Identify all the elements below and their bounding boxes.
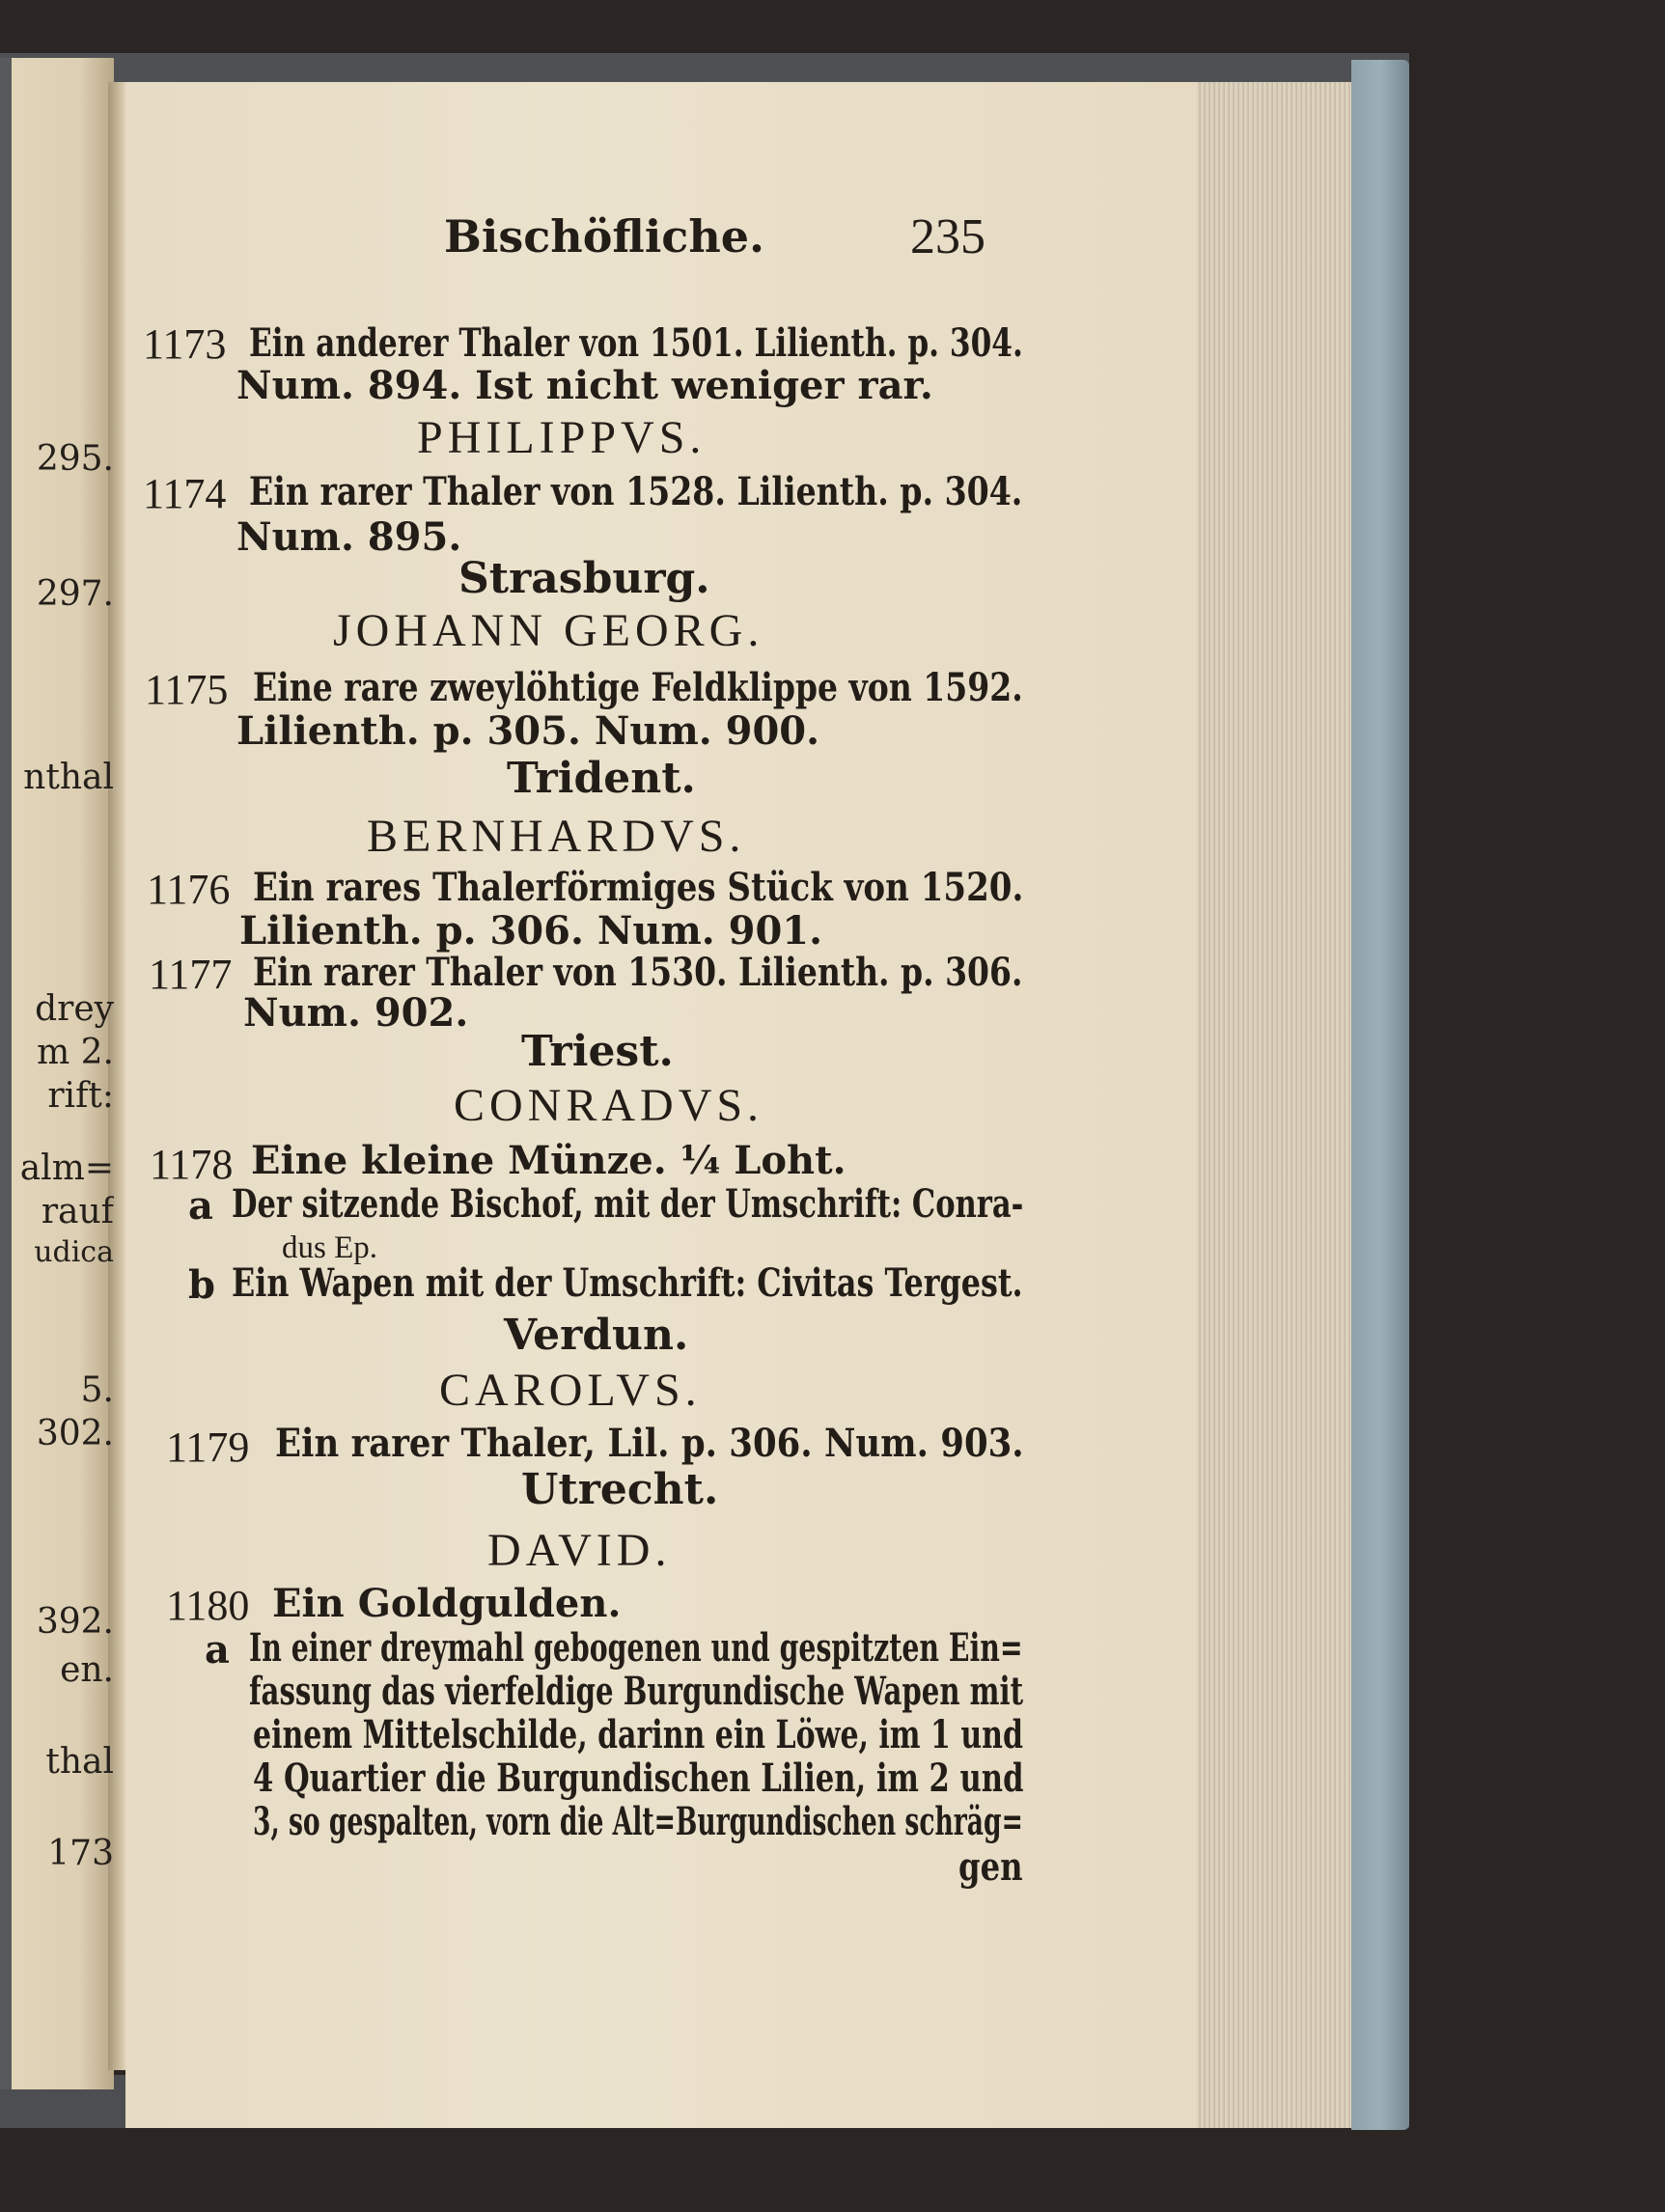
left-page	[0, 58, 114, 2089]
city-heading: Trident.	[507, 754, 696, 803]
entry-text: dus Ep.	[282, 1230, 377, 1265]
left-margin-fragment: nthal	[23, 758, 114, 797]
entry-text: einem Mittelschilde, darinn ein Löwe, im 1 und	[253, 1712, 1023, 1757]
book-cover-right	[1351, 60, 1409, 2130]
left-margin-fragment: thal	[45, 1742, 114, 1782]
left-margin-fragment: alm=	[19, 1148, 114, 1188]
entry-text: fassung das vierfeldige Burgundische Wapen mit	[249, 1669, 1024, 1714]
city-heading: Strasburg.	[458, 554, 710, 603]
entry-number: 1177	[149, 951, 233, 998]
left-margin-fragment: udica	[34, 1235, 114, 1269]
entry-text: Ein anderer Thaler von 1501. Lilienth. p. 304.	[249, 320, 1023, 366]
section-heading: BERNHARDVS.	[367, 811, 746, 862]
entry-text: Eine kleine Münze. ¼ Loht.	[251, 1138, 846, 1183]
sub-entry-mark: a	[205, 1627, 230, 1673]
entry-text: Lilienth. p. 306. Num. 901.	[239, 908, 823, 954]
entry-number: 1178	[150, 1141, 234, 1188]
left-margin-fragment: rauf	[41, 1192, 114, 1231]
section-heading: JOHANN GEORG.	[333, 605, 764, 656]
entry-number: 1179	[166, 1424, 250, 1471]
city-heading: Triest.	[521, 1027, 674, 1076]
left-margin-fragment: drey	[35, 989, 114, 1029]
section-heading: DAVID.	[487, 1525, 672, 1576]
entry-text: Num. 895.	[236, 514, 462, 560]
sub-entry-mark: b	[188, 1262, 215, 1308]
entry-number: 1176	[147, 866, 231, 913]
left-margin-fragment: 5.	[80, 1370, 114, 1410]
section-heading: PHILIPPVS.	[417, 412, 707, 463]
city-heading: Utrecht.	[521, 1465, 719, 1514]
entry-text: 4 Quartier die Burgundischen Lilien, im 2 und	[253, 1756, 1024, 1801]
running-head: Bischöfliche.	[444, 210, 765, 263]
section-heading: CONRADVS.	[454, 1080, 764, 1131]
book-cover-top	[0, 53, 1409, 82]
entry-text: Ein rarer Thaler, Lil. p. 306. Num. 903.	[275, 1421, 1024, 1466]
entry-text: 3, so gespalten, vorn die Alt=Burgundischen schräg=	[253, 1799, 1023, 1844]
left-margin-fragment: 392.	[36, 1602, 114, 1642]
left-margin-fragment: rift:	[47, 1076, 114, 1116]
entry-text: In einer dreymahl gebogenen und gespitzten Ein=	[249, 1625, 1023, 1671]
entry-number: 1180	[166, 1582, 250, 1629]
entry-text: Ein Goldgulden.	[272, 1581, 622, 1626]
entry-text: Ein rares Thalerförmiges Stück von 1520.	[253, 865, 1024, 910]
entry-text: Eine rare zweylöhtige Feldklippe von 1592.	[253, 665, 1023, 710]
left-margin-fragment: 295.	[36, 439, 114, 479]
entry-number: 1174	[143, 470, 227, 517]
left-margin-fragment: 297.	[36, 574, 114, 614]
entry-number: 1173	[143, 320, 227, 368]
left-margin-fragment: m 2.	[37, 1033, 114, 1072]
sub-entry-mark: a	[188, 1183, 213, 1229]
left-margin-fragment: 302.	[36, 1414, 114, 1453]
left-margin-fragment: 173	[47, 1834, 114, 1873]
entry-text: Num. 902.	[243, 990, 469, 1036]
catchword: gen	[958, 1844, 1023, 1890]
entry-text: Lilienth. p. 305. Num. 900.	[236, 708, 820, 754]
left-cover-edge	[0, 58, 12, 2089]
city-heading: Verdun.	[504, 1311, 689, 1360]
section-heading: CAROLVS.	[439, 1365, 702, 1416]
left-margin-fragment: en.	[60, 1650, 114, 1690]
page-number: 235	[910, 209, 985, 264]
entry-text: Ein rarer Thaler von 1528. Lilienth. p. 304.	[249, 469, 1023, 514]
entry-text: Ein rarer Thaler von 1530. Lilienth. p. 306.	[253, 950, 1023, 995]
entry-text: Ein Wapen mit der Umschrift: Civitas Tergest.	[232, 1260, 1023, 1306]
entry-text: Der sitzende Bischof, mit der Umschrift: Conra-	[232, 1181, 1024, 1227]
page-edges	[1197, 82, 1356, 2128]
entry-text: Num. 894. Ist nicht weniger rar.	[236, 363, 933, 408]
entry-number: 1175	[145, 666, 229, 713]
